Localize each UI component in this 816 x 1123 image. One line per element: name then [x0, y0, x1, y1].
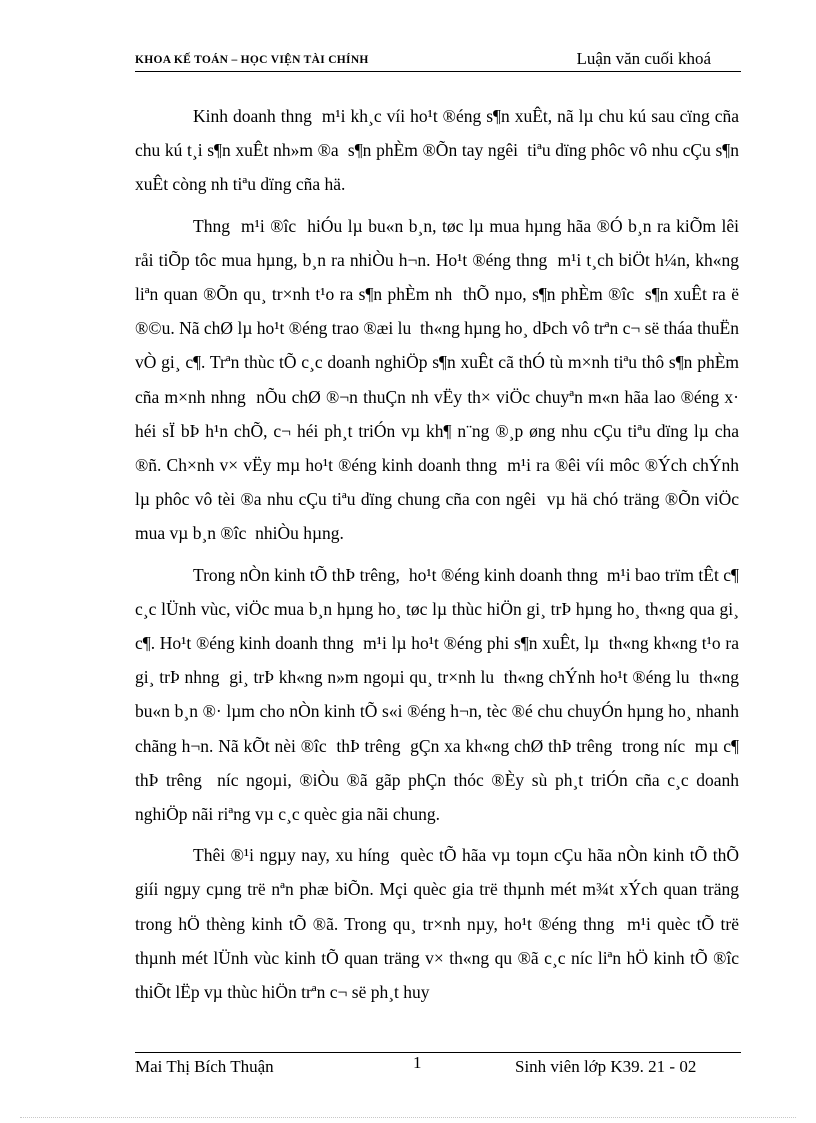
class-info: Sinh viên lớp K39. 21 - 02 — [515, 1057, 697, 1076]
faculty-header: KHOA KẾ TOÁN – HỌC VIỆN TÀI CHÍNH — [135, 54, 369, 66]
header-divider — [135, 71, 741, 72]
paragraph-2: Thng m¹i ®îc hiÓu lµ bu«n b¸n, tøc lµ mua hµng hãa ®Ó b¸n ra kiÕm lêi råi tiÕp tôc mua hµng, b¸n ra nhiÒu h¬n. Ho¹t ®éng thng m¹i t¸ch biÖt h¼n, kh«ng liªn quan ®Õn qu¸ tr×nh t¹o ra s¶n phÈm nh thÕ nµo, s¶n phÈm ®îc s¶n xuÊt ra ë ®©u. Nã chØ lµ ho¹t ®éng trao ®æi lu th«ng hµng ho¸ dÞch vô trªn c¬ së tháa thuËn vÒ gi¸ c¶. Trªn thùc tÕ c¸c doanh nghiÖp s¶n xuÊt cã thÓ tù m×nh tiªu thô s¶n phÈm cña m×nh nhng nÕu chØ ®¬n thuÇn nh vËy th× viÖc chuyªn m«n hãa lao ®éng x· héi sÏ bÞ h¹n chÕ, c¬ héi ph¸t triÓn vµ kh¶ n¨ng ®¸p øng nhu cÇu tiªu dïng lµ cha ®ñ. Ch×nh v× vËy mµ ho¹t ®éng kinh doanh thng m¹i ra ®êi víi môc ®Ých chÝnh lµ phôc vô tèi ®a nhu cÇu tiªu dïng chung cña con ngêi vµ hä chó träng ®Õn viÖc mua vµ b¸n ®îc nhiÒu hµng. — [135, 215, 748, 544]
author-name: Mai Thị Bích Thuận — [135, 1057, 274, 1076]
document-body — [135, 99, 748, 1016]
paragraph-1: Kinh doanh thng m¹i kh¸c víi ho¹t ®éng s¶n xuÊt, nã lµ chu kú sau cïng cña chu kú t¸i s¶n xuÊt nh»m ®a s¶n phÈm ®Õn tay ngêi tiªu dïng phôc vô nhu cÇu s¶n xuÊt còng nh tiªu dïng cña hä. — [135, 106, 744, 195]
page-header — [135, 46, 741, 72]
document-type-header: Luận văn cuối khoá — [576, 49, 711, 68]
paragraph-4: Thêi ®¹i ngµy nay, xu híng quèc tÕ hãa vµ toµn cÇu hãa nÒn kinh tÕ thÕ giíi ngµy cµng trë nªn phæ biÕn. Mçi quèc gia trë thµnh mét m¾t xÝch quan träng trong hÖ thèng kinh tÕ ®ã. Trong qu¸ tr×nh nµy, ho¹t ®éng thng m¹i quèc tÕ trë thµnh mét lÜnh vùc kinh tÕ quan träng v× th«ng qu ®ã c¸c níc liªn hÖ kinh tÕ ®îc thiÕt lËp vµ thùc hiÖn trªn c¬ së ph¸t huy — [135, 845, 748, 1003]
page-edge — [20, 1117, 796, 1118]
page-number: 1 — [413, 1053, 422, 1072]
paragraph-3: Trong nÒn kinh tÕ thÞ trêng, ho¹t ®éng kinh doanh thng m¹i bao trïm tÊt c¶ c¸c lÜnh vùc, viÖc mua b¸n hµng ho¸ tøc lµ thùc hiÖn gi¸ trÞ hµng ho¸ th«ng qua gi¸ c¶. Ho¹t ®éng kinh doanh thng m¹i lµ ho¹t ®éng phi s¶n xuÊt, lµ th«ng kh«ng t¹o ra gi¸ trÞ nhng gi¸ trÞ kh«ng n»m ngoµi qu¸ tr×nh lu th«ng chÝnh ho¹t ®éng lu th«ng bu«n b¸n ®· lµm cho nÒn kinh tÕ s«i ®éng h¬n, tèc ®é chu chuyÓn hµng ho¸ nhanh chãng h¬n. Nã kÕt nèi ®îc thÞ trêng gÇn xa kh«ng chØ thÞ trêng trong níc mµ c¶ thÞ trêng níc ngoµi, ®iÒu ®ã gãp phÇn thóc ®Èy sù ph¸t triÓn cña c¸c doanh nghiÖp nãi riªng vµ c¸c quèc gia nãi chung. — [135, 564, 744, 825]
footer-divider — [135, 1052, 741, 1053]
